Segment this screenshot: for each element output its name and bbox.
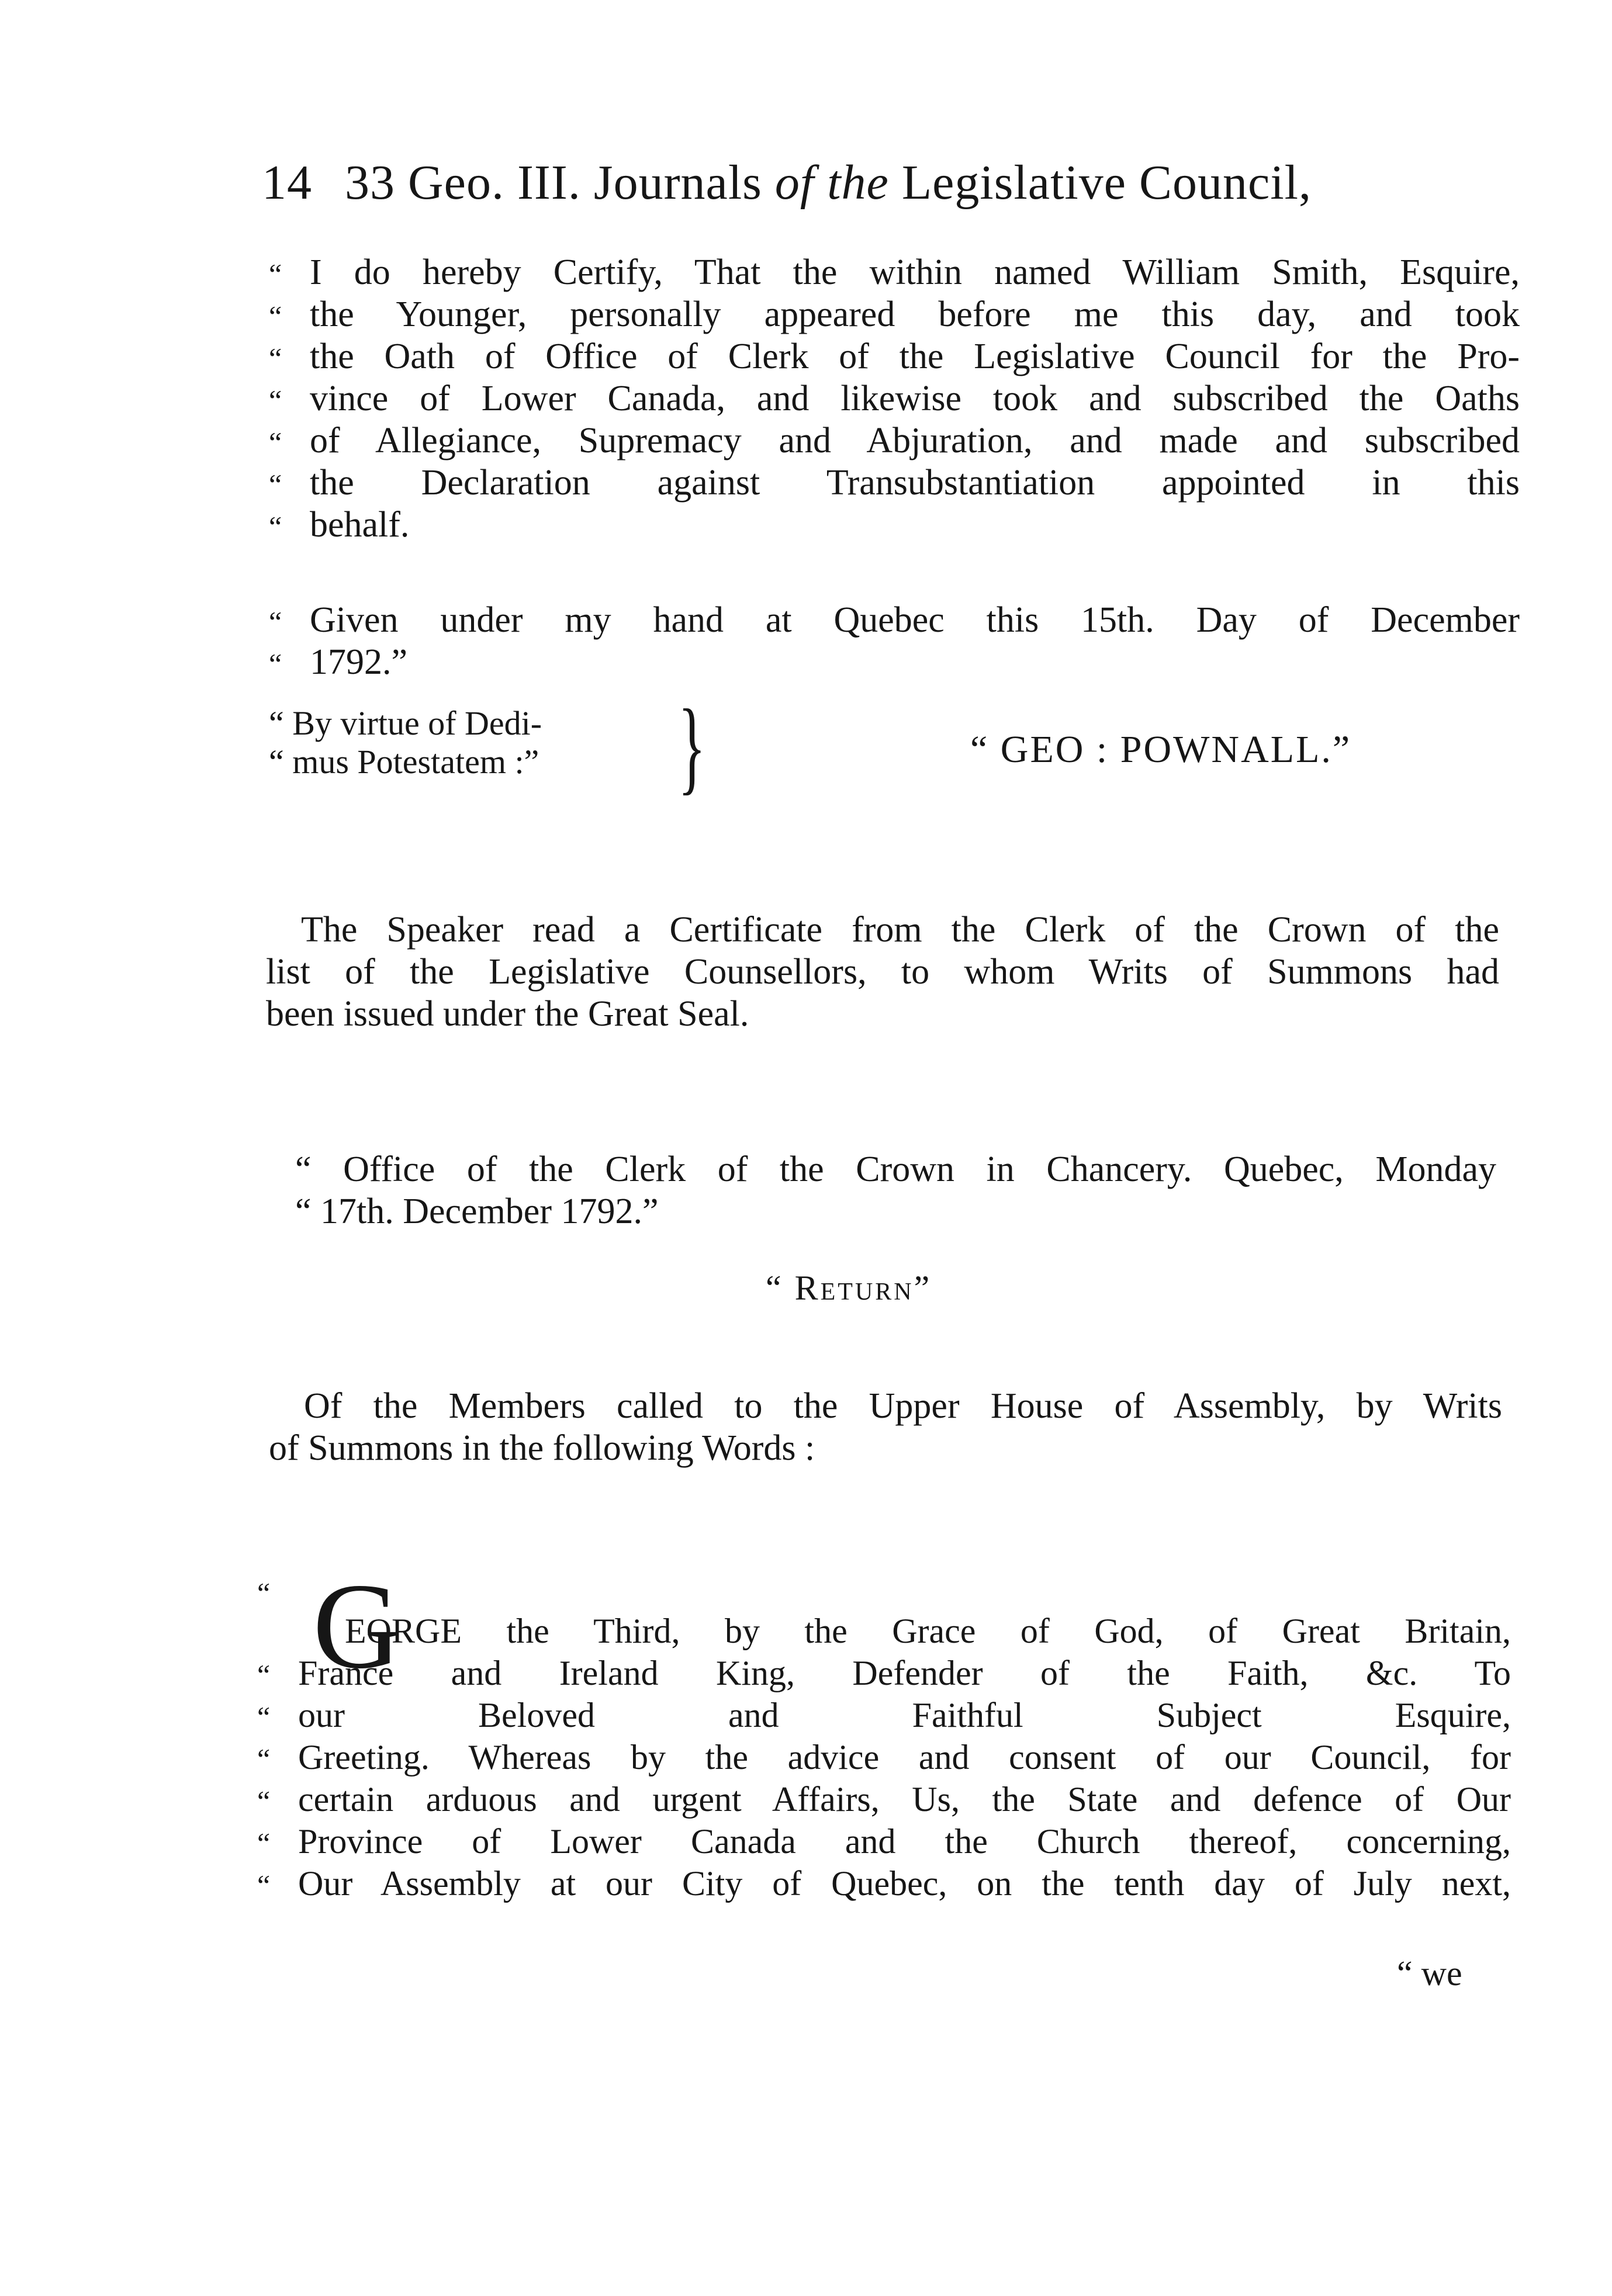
quote-mark: “ [269,384,282,417]
certificate-line [269,462,1520,504]
header-title-of-the: of the [774,155,889,210]
quote-mark: “ [269,258,282,290]
writ-line-text: EORGE the Third, by the Grace of God, of Great Britain, [345,1612,1511,1650]
quote-mark: “ [257,1869,271,1902]
quote-mark: “ [269,426,282,459]
dedimus-line-1: “ By virtue of Dedi- [269,704,542,742]
header-title-end: Legislative Council, [901,155,1312,210]
curly-brace: } [678,688,706,804]
writ-line-text: Greeting. Whereas by the advice and consent of our Council, for [298,1738,1511,1776]
writ-line-text: Our Assembly at our City of Quebec, on the tenth day of July next, [298,1864,1511,1903]
writ-line-text: France and Ireland King, Defender of the Faith, &c. To [298,1654,1511,1692]
page-number: 14 [262,155,312,210]
certificate-line [269,378,1520,420]
members-paragraph [269,1385,1502,1469]
writ-line [257,1820,1511,1862]
quote-mark: “ [257,1743,271,1775]
writ-line [257,1736,1511,1778]
running-header [262,151,1518,215]
certificate-line [269,504,1520,546]
office-paragraph [295,1148,1496,1232]
given-paragraph: “ Given under my hand at Quebec this 15th. Day of December “ 1792.” [269,600,1520,682]
certificate-line-text: the Younger, personally appeared before me this day, and took [310,295,1520,334]
given-line-1: Given under my hand at Quebec this 15th. Day of December [310,600,1520,640]
certificate-line-text: vince of Lower Canada, and likewise took and subscribed the Oaths [310,379,1520,418]
writ-lines [257,1610,1511,1904]
speaker-line-text: list of the Legislative Counsellors, to whom Writs of Summons had [266,952,1499,992]
quote-mark: “ [257,1785,271,1817]
members-line [269,1385,1502,1427]
certificate-line-text: I do hereby Certify, That the within named William Smith, Esquire, [310,252,1520,292]
regnal-year: 33 Geo. III. [345,155,581,210]
writ-line [257,1652,1511,1694]
certificate-line-text: behalf. [310,505,410,545]
certificate-line-text: of Allegiance, Supremacy and Abjuration, and made and subscribed [310,421,1520,460]
writ-open-quote: “ [257,1577,271,1609]
certificate-line [269,420,1520,462]
quote-mark: “ [257,1827,271,1859]
speaker-line-text: The Speaker read a Certificate from the Clerk of the Crown of the [301,910,1499,950]
quote-mark: “ [269,300,282,333]
writ-line-text: our Beloved and Faithful Subject Esquire, [298,1696,1511,1734]
members-line-text: of Summons in the following Words : [269,1428,815,1468]
speaker-line-text: been issued under the Great Seal. [266,994,749,1034]
certificate-line [269,293,1520,335]
quote-mark: “ [257,1658,271,1691]
certificate-line-text: the Declaration against Transubstantiation appointed in this [310,463,1520,503]
members-line-text: Of the Members called to the Upper House of Assembly, by Writs [304,1386,1502,1426]
catchword: “ we [1397,1954,1462,1993]
certificate-paragraph [269,251,1520,546]
office-line-2: “ 17th. December 1792.” [295,1192,659,1231]
given-line-2: 1792.” [310,642,408,682]
speaker-line [266,993,1499,1035]
certificate-line [269,335,1520,378]
signature-pownall: “ GEO : POWNALL.” [970,728,1352,771]
speaker-paragraph [266,909,1499,1035]
header-title-start: Journals [593,155,762,210]
writ-line-text: certain arduous and urgent Affairs, Us, the State and defence of Our [298,1780,1511,1819]
quote-mark: “ [269,510,282,543]
speaker-line [266,909,1499,951]
quote-mark: “ [257,1701,271,1733]
certificate-line-text: the Oath of Office of Clerk of the Legislative Council for the Pro- [310,337,1520,376]
office-line-1: “ Office of the Clerk of the Crown in Chancery. Quebec, Monday [295,1149,1496,1189]
speaker-line [266,951,1499,993]
dedimus-signature [269,688,1520,804]
drop-cap: G [313,1559,402,1694]
quote-mark: “ [269,342,282,375]
writ-line [257,1610,1511,1652]
dedimus-line-2: “ mus Potestatem :” [269,743,539,781]
writ-line [257,1694,1511,1736]
certificate-line [269,251,1520,293]
writ-line [257,1778,1511,1820]
writ-line [257,1862,1511,1904]
members-line [269,1427,1502,1469]
return-heading: “ Return” [766,1269,932,1307]
quote-mark: “ [269,468,282,501]
writ-line-text: Province of Lower Canada and the Church thereof, concerning, [298,1822,1511,1861]
dedimus-text [269,704,542,781]
